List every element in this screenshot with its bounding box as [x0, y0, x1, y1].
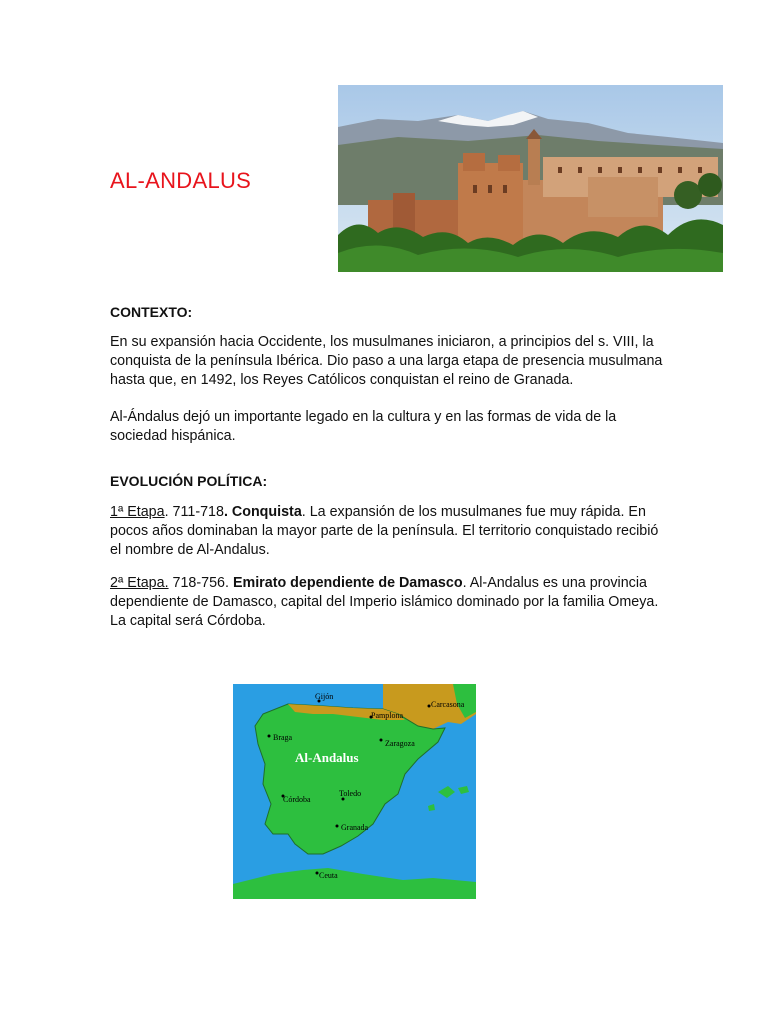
etapa-2-label: 2ª Etapa.	[110, 575, 169, 591]
city-granada: Granada	[341, 823, 369, 832]
etapa-2-paragraph	[110, 574, 670, 631]
al-andalus-map	[233, 684, 476, 899]
city-pamplona: Pamplona	[371, 711, 403, 720]
map-title: Al-Andalus	[295, 750, 359, 765]
etapa-1-text: . La expansión de los musulmanes fue muy rápida. En pocos años dominaban la mayor parte de la península. El territorio conquistado recibió el nombre de Al-Andalus.	[110, 504, 659, 558]
alhambra-photo	[338, 85, 723, 272]
city-carcasona: Carcasona	[431, 700, 465, 709]
etapa-1-paragraph	[110, 503, 670, 560]
city-gijon: Gijón	[315, 692, 334, 701]
page-title: AL-ANDALUS	[110, 168, 252, 193]
contexto-heading: CONTEXTO:	[110, 304, 193, 320]
etapa-1-dates: . 711-718	[164, 504, 224, 520]
etapa-2-dates: 718-756.	[168, 575, 233, 591]
city-toledo: Toledo	[339, 789, 362, 798]
contexto-paragraph-1: En su expansión hacia Occidente, los musulmanes iniciaron, a principios del s. VIII, la conquista de la península Ibérica. Dio paso a una larga etapa de presencia musulmana hasta que, en 1492, los Reyes Católicos conquistan el reino de Granada.	[110, 334, 663, 388]
etapa-2-bold: Emirato dependiente de Damasco	[232, 575, 463, 591]
contexto-paragraph-2: Al-Ándalus dejó un importante legado en la cultura y en las formas de vida de la sociedad hispánica.	[110, 409, 617, 444]
city-zaragoza: Zaragoza	[385, 739, 415, 748]
city-cordoba: Córdoba	[283, 795, 311, 804]
city-ceuta: Ceuta	[319, 871, 338, 880]
etapa-1-bold: . Conquista	[223, 504, 302, 520]
etapa-1-label: 1ª Etapa	[110, 504, 165, 520]
etapa-2-text: . Al-Andalus es una provincia dependiente de Damasco, capital del Imperio islámico dominado por la familia Omeya. La capital será Córdoba.	[110, 575, 659, 629]
city-braga: Braga	[273, 733, 293, 742]
evolucion-heading: EVOLUCIÓN POLÍTICA:	[110, 473, 268, 489]
